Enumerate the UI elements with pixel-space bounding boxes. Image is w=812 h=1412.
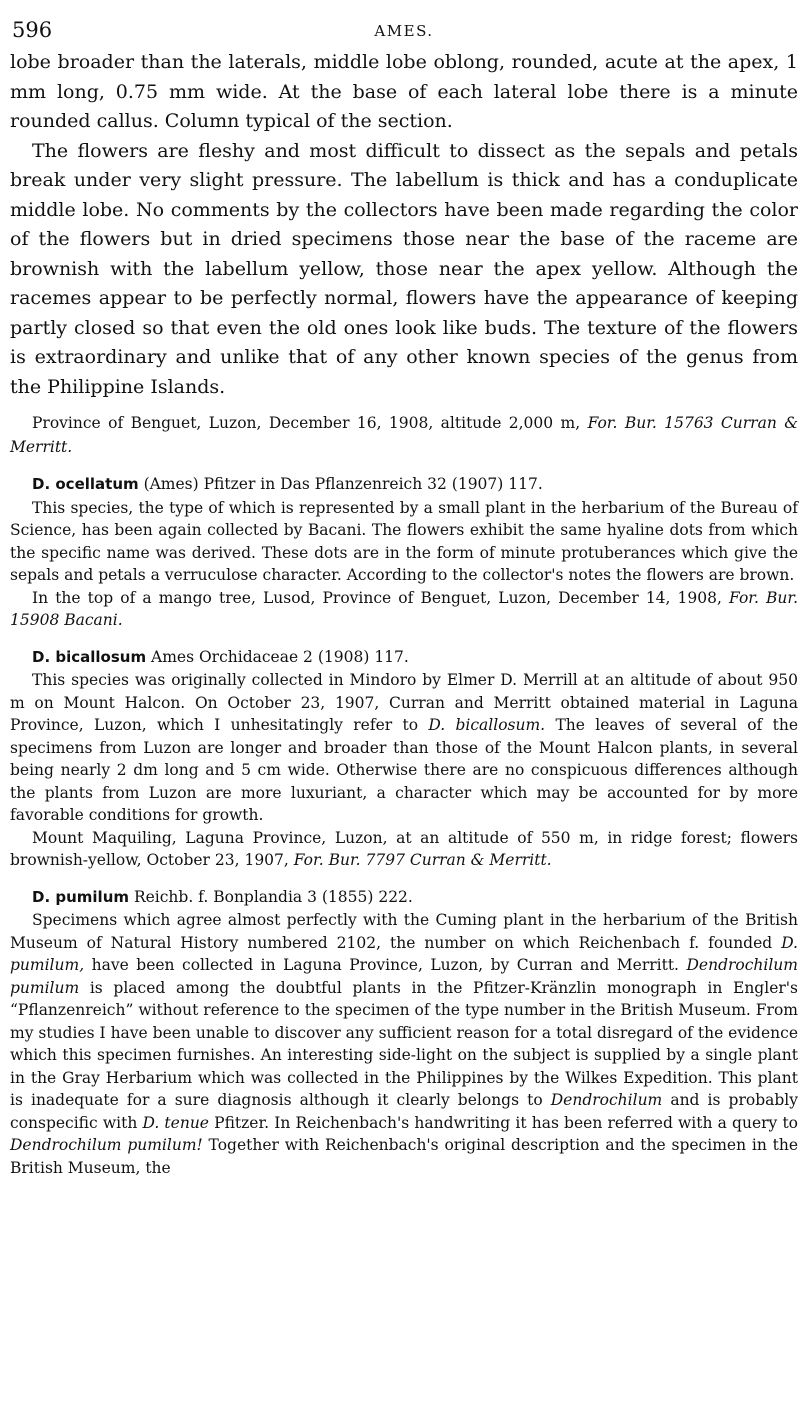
species-text [10,669,798,827]
species-name: D. bicallosum [32,647,147,666]
specimen-citation [10,412,798,459]
locality-ref: For. Bur. 15908 Bacani. [10,588,798,629]
species-ocellatum [10,473,798,632]
locality-text: In the top of a mango tree, Lusod, Province of Benguet, Luzon, December 14, 1908, [32,588,730,607]
italic-segment: Dendrochilum pumilum [10,956,798,997]
species-locality [10,587,798,632]
italic-segment: Dendrochilum pumilum! [10,1136,203,1154]
page-header [10,18,798,48]
specimen-citation-text: Province of Benguet, Luzon, December 16, 1908, altitude 2,000 m, [32,414,588,432]
species-text: This species, the type of which is represented by a small plant in the herbarium of the Bureau of Science, has been again collected by Bacani. The flowers exhibit the same hyaline dots from which the specific name was derived. These dots are in the form of minute protuberances which give the sepals and petals a verruculose character. According to the collector's notes the flowers are brown. [10,498,798,584]
description-paragraph: The flowers are fleshy and most difficult to dissect as the sepals and petals break under very slight pressure. The labellum is thick and has a conduplicate middle lobe. No comments by the collectors have been made regarding the color of the flowers but in dried specimens those near the base of the raceme are brownish with the labellum yellow, those near the apex yellow. Although the racemes appear to be perfectly normal, flowers have the appearance of keeping partly closed so that even the old ones look like buds. The texture of the flowers is extraordinary and unlike that of any other known species of the genus from the Philippine Islands. [10,139,798,398]
locality-text: Mount Maquiling, Laguna Province, Luzon, at an altitude of 550 m, in ridge forest; flowers brownish-yellow, October 23, 1907, [10,828,798,869]
text-segment: have been collected in Laguna Province, Luzon, by Curran and Merritt. [84,956,687,974]
species-name: D. ocellatum [32,475,139,493]
italic-segment: D. pumilum, [10,933,798,974]
species-name: D. pumilum [32,887,130,906]
running-head: AMES. [374,22,434,40]
text-segment: This species was originally collected in Mindoro by Elmer D. Merrill at an altitude of about 950 m on Mount Halcon. On October 23, 1907, Curran and Merritt obtained material in Laguna Province, Luzon, which I unhesitatingly refer to [10,671,798,734]
intro-paragraph: lobe broader than the laterals, middle lobe oblong, rounded, acute at the apex, 1 mm long, 0.75 mm wide. At the base of each lateral lobe there is a minute rounded callus. Column typical of the section. [10,51,798,132]
locality-ref: For. Bur. 7797 Curran & Merritt. [293,851,552,869]
page-number: 596 [12,18,53,42]
species-citation: Reichb. f. Bonplandia 3 (1855) 222. [129,887,413,906]
species-heading [10,646,798,670]
species-bicallosum [10,646,798,872]
text-segment: and is probably conspecific with [10,1091,798,1132]
italic-segment: D. bicallosum. [428,716,546,734]
species-text [10,909,798,1179]
species-locality [10,827,798,872]
text-segment: Pfitzer. In Reichenbach's handwriting it has been referred with a query to [208,1113,798,1132]
species-heading [10,886,798,910]
text-segment: Together with Reichenbach's original description and the specimen in the British Museum, the [10,1136,798,1177]
species-citation: Ames Orchidaceae 2 (1908) 117. [146,647,409,666]
italic-segment: D. tenue [142,1113,209,1132]
text-segment: is placed among the doubtful plants in the Pfitzer-Kränzlin monograph in Engler's “Pflanzenreich” without reference to the specimen of the type number in the British Museum. From my studies I have been unable to discover any sufficient reason for a total disregard of the evidence which this specimen furnishes. An interesting side-light on the subject is supplied by a single plant in the Gray Herbarium which was collected in the Philippines by the Wilkes Expedition. This plant is inadequate for a sure diagnosis although it clearly belongs to [10,978,798,1109]
italic-segment: Dendrochilum [550,1091,663,1109]
specimen-citation-ref: For. Bur. 15763 Curran & Merritt. [10,414,799,456]
species-heading [10,473,798,497]
text-segment: The leaves of several of the specimens from Luzon are longer and broader than those of the Mount Halcon plants, in several being nearly 2 dm long and 5 cm wide. Otherwise there are no conspicuous differences although the plants from Luzon are more luxuriant, a character which may be accounted for by more favorable conditions for growth. [10,716,799,824]
species-citation: (Ames) Pfitzer in Das Pflanzenreich 32 (1907) 117. [138,475,543,493]
text-segment: Specimens which agree almost perfectly with the Cuming plant in the herbarium of the British Museum of Natural History numbered 2102, the number on which Reichenbach f. founded [10,911,798,952]
species-pumilum [10,886,798,1180]
